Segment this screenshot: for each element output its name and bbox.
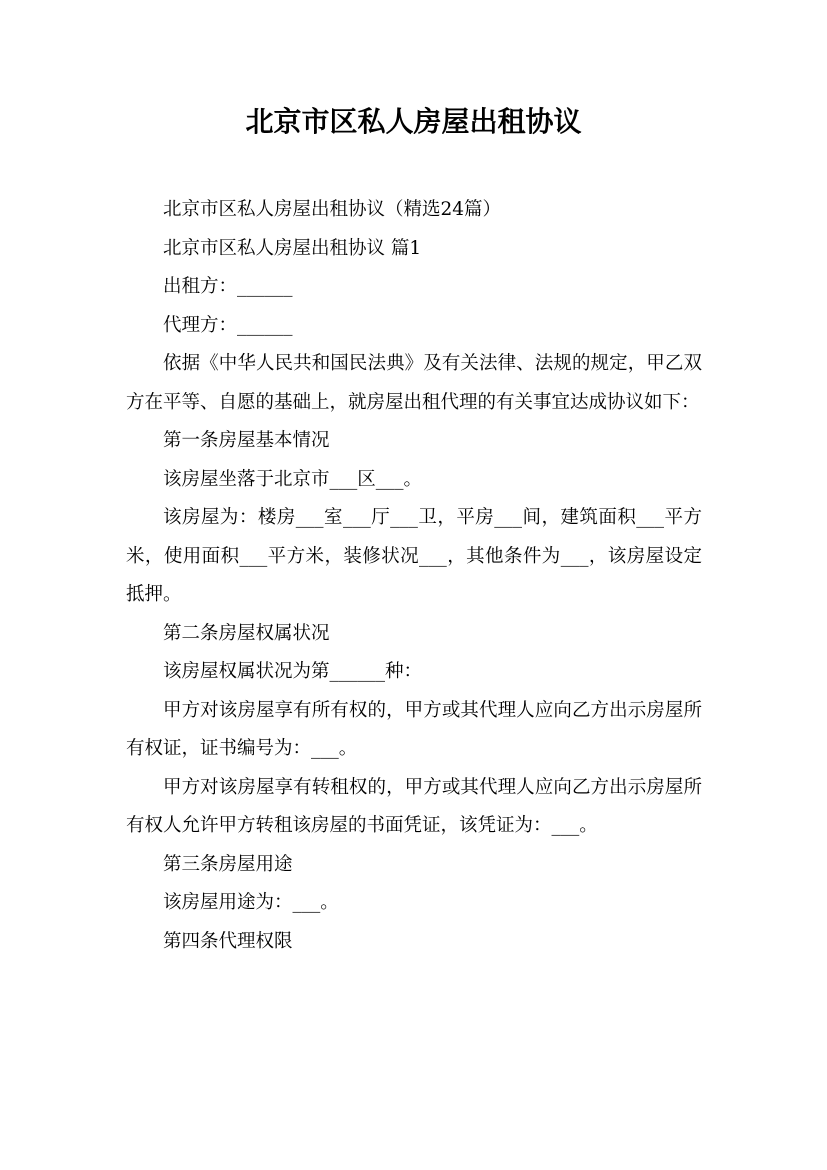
document-body	[126, 191, 702, 961]
paragraph-house-details: 该房屋为：楼房___室___厅___卫，平房___间，建筑面积___平方米，使用面积___平方米，装修状况___，其他条件为___，该房屋设定抵押。	[126, 507, 702, 605]
paragraph-lessor: 出租方：______	[163, 276, 293, 297]
paragraph-sublease-right: 甲方对该房屋享有转租权的，甲方或其代理人应向乙方出示房屋所有权人允许甲方转租该房屋的书面凭证，该凭证为：___。	[126, 776, 702, 836]
paragraph-collection-title: 北京市区私人房屋出租协议（精选24篇）	[163, 199, 502, 220]
paragraph-preamble: 依据《中华人民共和国民法典》及有关法律、法规的规定，甲乙双方在平等、自愿的基础上，就房屋出租代理的有关事宜达成协议如下：	[126, 353, 702, 413]
paragraph-location: 该房屋坐落于北京市___区___。	[163, 468, 423, 490]
paragraph-article-2-heading: 第二条房屋权属状况	[163, 622, 330, 644]
paragraph-article-4-heading: 第四条代理权限	[163, 930, 293, 952]
paragraph-article-1-heading: 第一条房屋基本情况	[163, 430, 330, 451]
paragraph-agent: 代理方：______	[163, 314, 293, 336]
paragraph-article-3-heading: 第三条房屋用途	[163, 853, 293, 875]
paragraph-usage: 该房屋用途为：___。	[163, 892, 339, 913]
document-title: 北京市区私人房屋出租协议	[245, 105, 582, 138]
paragraph-ownership-type: 该房屋权属状况为第______种：	[163, 661, 423, 682]
paragraph-section-heading: 北京市区私人房屋出租协议 篇1	[163, 237, 422, 259]
paragraph-ownership-certificate: 甲方对该房屋享有所有权的，甲方或其代理人应向乙方出示房屋所有权证，证书编号为：___。	[126, 699, 702, 759]
